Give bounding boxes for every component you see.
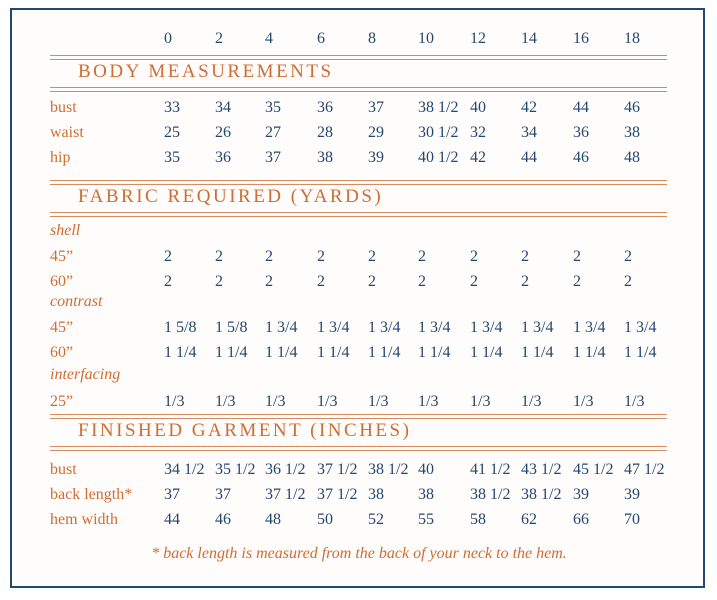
- value-cell: 2: [573, 273, 581, 290]
- value-cell: 43 1/2: [521, 461, 562, 478]
- value-cell: 2: [164, 248, 172, 265]
- value-cell: 1 3/4: [521, 319, 554, 336]
- value-cell: 27: [265, 124, 281, 141]
- row-label-hem-width: hem width: [50, 511, 118, 528]
- value-cell: 1 1/4: [368, 344, 401, 361]
- size-header-2: 2: [215, 30, 223, 47]
- value-cell: 1 3/4: [573, 319, 606, 336]
- value-cell: 1 3/4: [317, 319, 350, 336]
- value-cell: 1 3/4: [470, 319, 503, 336]
- value-cell: 2: [164, 273, 172, 290]
- divider-rule: [50, 418, 667, 419]
- value-cell: 37: [265, 149, 281, 166]
- size-header-8: 8: [368, 30, 376, 47]
- value-cell: 1/3: [164, 393, 185, 410]
- value-cell: 2: [624, 273, 632, 290]
- value-cell: 38: [418, 486, 434, 503]
- value-cell: 2: [573, 248, 581, 265]
- divider-rule: [50, 180, 667, 181]
- row-label-back-length: back length*: [50, 486, 133, 503]
- value-cell: 2: [368, 248, 376, 265]
- value-cell: 2: [470, 248, 478, 265]
- row-label-hip: hip: [50, 149, 71, 166]
- value-cell: 1 1/4: [573, 344, 606, 361]
- value-cell: 36: [317, 99, 333, 116]
- divider-rule: [50, 446, 667, 447]
- value-cell: 37 1/2: [317, 461, 358, 478]
- value-cell: 2: [521, 273, 529, 290]
- size-header-16: 16: [573, 30, 589, 47]
- value-cell: 46: [624, 99, 640, 116]
- value-cell: 48: [624, 149, 640, 166]
- value-cell: 44: [521, 149, 537, 166]
- group-label-interfacing: interfacing: [50, 366, 121, 383]
- value-cell: 35 1/2: [215, 461, 256, 478]
- value-cell: 2: [418, 248, 426, 265]
- value-cell: 28: [317, 124, 333, 141]
- divider-rule: [50, 87, 667, 88]
- value-cell: 2: [215, 273, 223, 290]
- value-cell: 48: [265, 511, 281, 528]
- divider-rule: [50, 414, 667, 415]
- row-label-width: 25”: [50, 393, 74, 410]
- value-cell: 38: [624, 124, 640, 141]
- value-cell: 1/3: [573, 393, 594, 410]
- value-cell: 40 1/2: [418, 149, 459, 166]
- value-cell: 39: [368, 149, 384, 166]
- value-cell: 52: [368, 511, 384, 528]
- value-cell: 40: [470, 99, 486, 116]
- value-cell: 37: [368, 99, 384, 116]
- size-header-18: 18: [624, 30, 640, 47]
- value-cell: 62: [521, 511, 537, 528]
- divider-rule: [50, 212, 667, 213]
- value-cell: 1/3: [265, 393, 286, 410]
- value-cell: 1 3/4: [418, 319, 451, 336]
- row-label-width: 60”: [50, 344, 74, 361]
- size-header-0: 0: [164, 30, 172, 47]
- value-cell: 40: [418, 461, 434, 478]
- value-cell: 38: [368, 486, 384, 503]
- group-label-contrast: contrast: [50, 293, 103, 310]
- value-cell: 1/3: [215, 393, 236, 410]
- value-cell: 1 1/4: [215, 344, 248, 361]
- size-chart-card: [10, 8, 705, 588]
- value-cell: 34 1/2: [164, 461, 205, 478]
- value-cell: 2: [470, 273, 478, 290]
- value-cell: 38 1/2: [470, 486, 511, 503]
- value-cell: 26: [215, 124, 231, 141]
- value-cell: 36: [573, 124, 589, 141]
- divider-rule: [50, 55, 667, 56]
- value-cell: 55: [418, 511, 434, 528]
- row-label-bust: bust: [50, 461, 77, 478]
- value-cell: 2: [418, 273, 426, 290]
- value-cell: 46: [215, 511, 231, 528]
- value-cell: 29: [368, 124, 384, 141]
- divider-rule: [50, 450, 667, 451]
- divider-rule: [50, 184, 667, 185]
- value-cell: 1 3/4: [368, 319, 401, 336]
- value-cell: 2: [521, 248, 529, 265]
- value-cell: 25: [164, 124, 180, 141]
- value-cell: 35: [164, 149, 180, 166]
- value-cell: 1 3/4: [265, 319, 298, 336]
- value-cell: 44: [573, 99, 589, 116]
- value-cell: 37: [164, 486, 180, 503]
- value-cell: 37 1/2: [317, 486, 358, 503]
- value-cell: 2: [368, 273, 376, 290]
- value-cell: 32: [470, 124, 486, 141]
- section-title-fabric-required: FABRIC REQUIRED (YARDS): [78, 186, 384, 207]
- value-cell: 1 1/4: [317, 344, 350, 361]
- value-cell: 38 1/2: [418, 99, 459, 116]
- value-cell: 1/3: [317, 393, 338, 410]
- value-cell: 45 1/2: [573, 461, 614, 478]
- section-title-body-measurements: BODY MEASUREMENTS: [78, 61, 334, 82]
- value-cell: 1 5/8: [215, 319, 248, 336]
- section-title-finished-garment: FINISHED GARMENT (INCHES): [78, 420, 412, 441]
- value-cell: 1 1/4: [521, 344, 554, 361]
- value-cell: 30 1/2: [418, 124, 459, 141]
- value-cell: 1 1/4: [418, 344, 451, 361]
- value-cell: 70: [624, 511, 640, 528]
- value-cell: 41 1/2: [470, 461, 511, 478]
- size-header-12: 12: [470, 30, 486, 47]
- row-label-bust: bust: [50, 99, 77, 116]
- value-cell: 50: [317, 511, 333, 528]
- value-cell: 1/3: [624, 393, 645, 410]
- value-cell: 1/3: [368, 393, 389, 410]
- divider-rule: [50, 59, 667, 60]
- value-cell: 1 1/4: [164, 344, 197, 361]
- value-cell: 2: [317, 273, 325, 290]
- value-cell: 66: [573, 511, 589, 528]
- size-header-4: 4: [265, 30, 273, 47]
- value-cell: 42: [521, 99, 537, 116]
- value-cell: 37: [215, 486, 231, 503]
- value-cell: 34: [521, 124, 537, 141]
- row-label-waist: waist: [50, 124, 84, 141]
- value-cell: 47 1/2: [624, 461, 665, 478]
- value-cell: 2: [215, 248, 223, 265]
- size-header-10: 10: [418, 30, 434, 47]
- value-cell: 1 3/4: [624, 319, 657, 336]
- value-cell: 1 1/4: [624, 344, 657, 361]
- value-cell: 46: [573, 149, 589, 166]
- value-cell: 1 5/8: [164, 319, 197, 336]
- value-cell: 58: [470, 511, 486, 528]
- row-label-width: 45”: [50, 319, 74, 336]
- value-cell: 35: [265, 99, 281, 116]
- row-label-width: 60”: [50, 273, 74, 290]
- size-header-14: 14: [521, 30, 537, 47]
- value-cell: 39: [573, 486, 589, 503]
- value-cell: 37 1/2: [265, 486, 306, 503]
- row-label-width: 45”: [50, 248, 74, 265]
- value-cell: 2: [265, 273, 273, 290]
- value-cell: 38 1/2: [521, 486, 562, 503]
- value-cell: 1/3: [521, 393, 542, 410]
- value-cell: 36: [215, 149, 231, 166]
- value-cell: 34: [215, 99, 231, 116]
- value-cell: 1/3: [470, 393, 491, 410]
- size-header-6: 6: [317, 30, 325, 47]
- divider-rule: [50, 91, 667, 92]
- value-cell: 44: [164, 511, 180, 528]
- value-cell: 38 1/2: [368, 461, 409, 478]
- value-cell: 33: [164, 99, 180, 116]
- value-cell: 38: [317, 149, 333, 166]
- value-cell: 2: [624, 248, 632, 265]
- value-cell: 1 1/4: [470, 344, 503, 361]
- value-cell: 1/3: [418, 393, 439, 410]
- divider-rule: [50, 216, 667, 217]
- value-cell: 2: [265, 248, 273, 265]
- footnote: * back length is measured from the back of your neck to the hem.: [151, 545, 567, 562]
- value-cell: 36 1/2: [265, 461, 306, 478]
- value-cell: 1 1/4: [265, 344, 298, 361]
- value-cell: 42: [470, 149, 486, 166]
- value-cell: 39: [624, 486, 640, 503]
- group-label-shell: shell: [50, 222, 81, 239]
- value-cell: 2: [317, 248, 325, 265]
